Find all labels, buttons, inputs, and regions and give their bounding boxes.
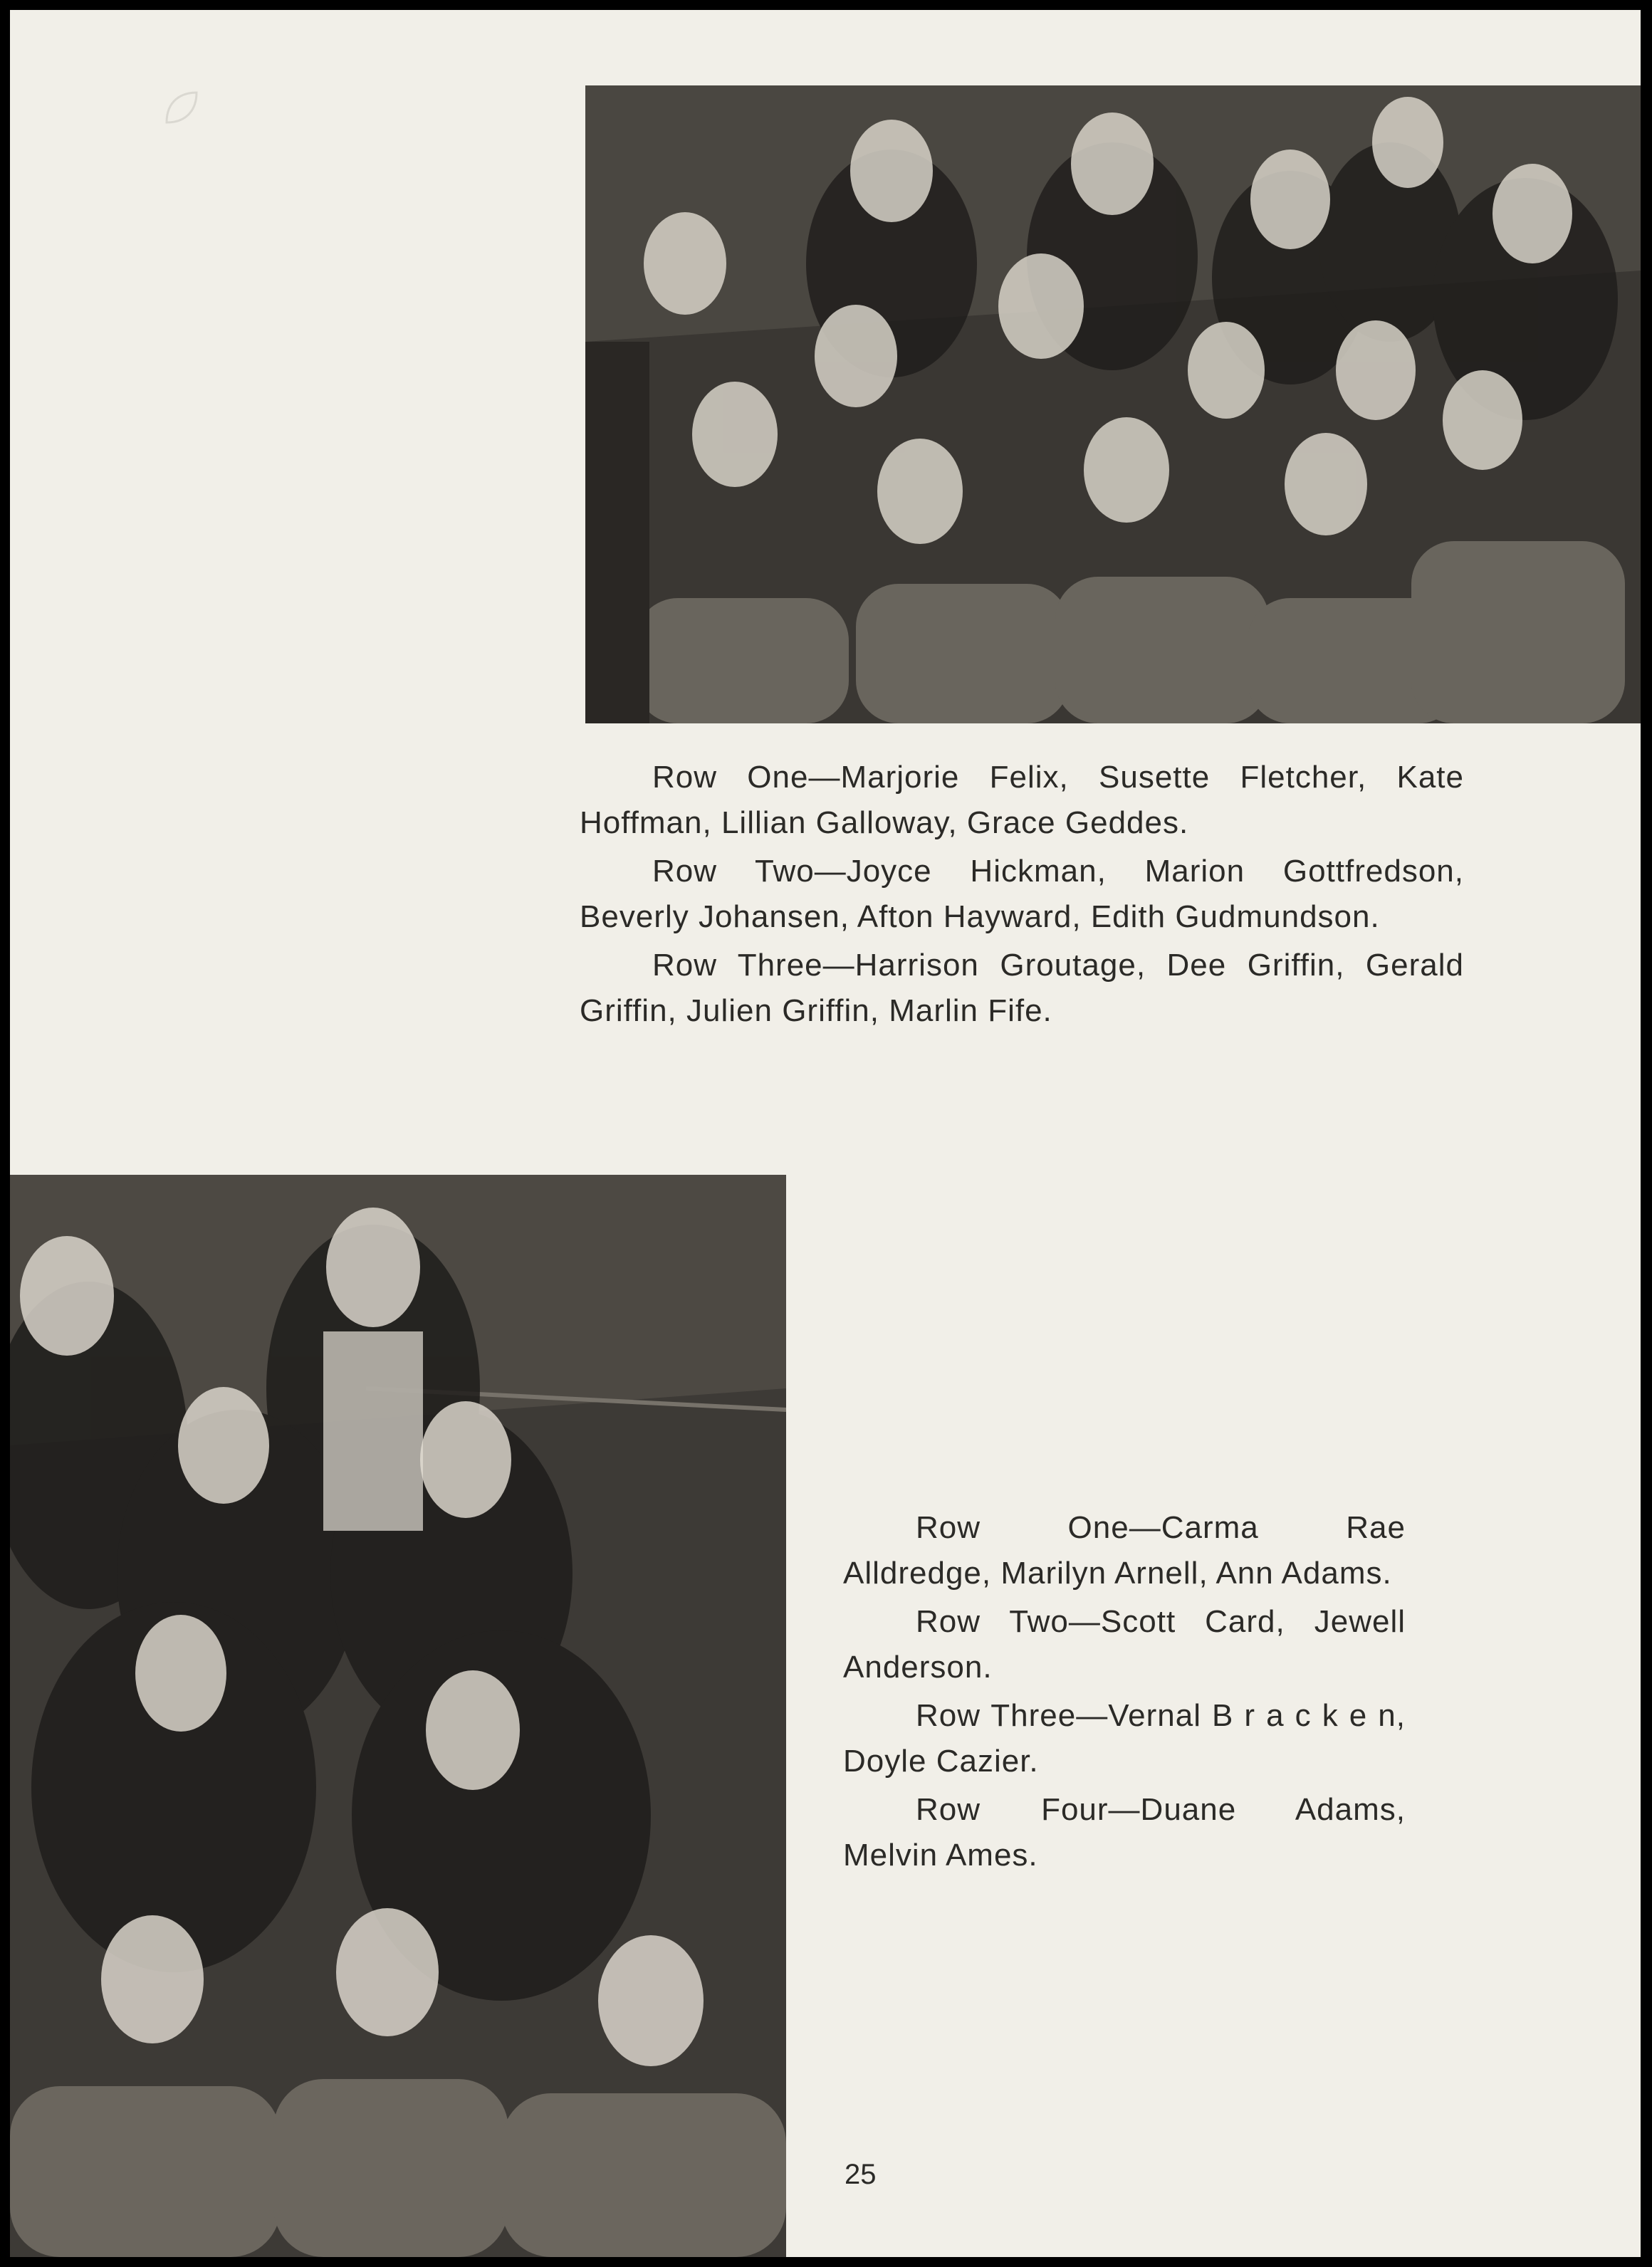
page-number: 25 xyxy=(845,2159,877,2190)
caption-bottom-row-two: Row Two—Scott Card, Jewell Anderson. xyxy=(843,1604,1406,1685)
caption-top-row-one: Row One—Marjorie Felix, Susette Fletcher, Kate Hoffman, Lillian Galloway, Grace Geddes. xyxy=(580,760,1464,840)
leaf-mark-icon xyxy=(160,87,202,130)
caption-bottom-row-three: Row Three—Vernal B r a c k e n, Doyle Cazier. xyxy=(843,1698,1406,1779)
caption-top-group xyxy=(580,755,1464,1037)
group-photo-bottom xyxy=(10,1175,786,2257)
caption-bottom-group xyxy=(843,1505,1406,1881)
yearbook-page xyxy=(10,10,1641,2257)
caption-bottom-row-four: Row Four—Duane Adams, Melvin Ames. xyxy=(843,1792,1406,1873)
caption-bottom-row-one: Row One—Carma Rae Alldredge, Marilyn Arnell, Ann Adams. xyxy=(843,1510,1406,1591)
group-photo-top xyxy=(585,85,1641,723)
caption-top-row-three: Row Three—Harrison Groutage, Dee Griffin, Gerald Griffin, Julien Griffin, Marlin Fife. xyxy=(580,948,1464,1028)
caption-top-row-two: Row Two—Joyce Hickman, Marion Gottfredson, Beverly Johansen, Afton Hayward, Edith Gudmundson. xyxy=(580,854,1464,934)
